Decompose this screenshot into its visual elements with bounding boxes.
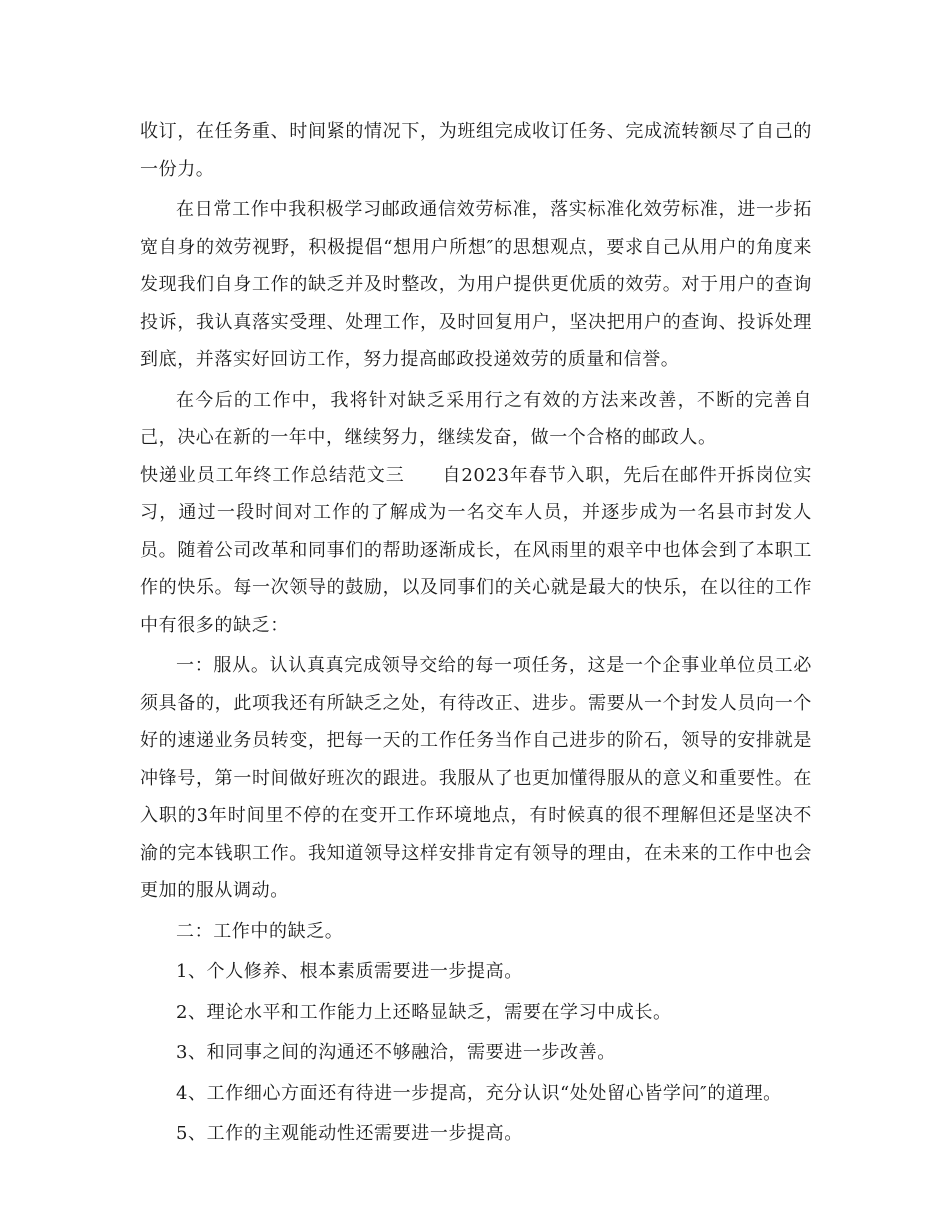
list-item: 4、工作细心方面还有待进一步提高，充分认识“处处留心皆学问″的道理。 [176,1082,782,1104]
paragraph-service-standards: 在日常工作中我积极学习邮政通信效劳标准，落实标准化效劳标准，进一步拓宽自身的效劳视野，积极提倡“想用户所想″的思想观点，要求自己从用户的角度来发现我们自身工作的缺乏并及时整改，为用户提供更优质的效劳。对于用户的查询投诉，我认真落实受理、处理工作，及时回复用户，坚决把用户的查询、投诉处理到底，并落实好回访工作，努力提高邮政投递效劳的质量和信誉。 [140,199,812,370]
list-item: 2、理论水平和工作能力上还略显缺乏，需要在学习中成长。 [176,1001,672,1023]
document-body [140,113,812,1153]
list-item: 5、工作的主观能动性还需要进一步提高。 [176,1123,523,1144]
list-heading: 二：工作中的缺乏。 [176,920,344,942]
paragraph-continuation: 收订，在任务重、时间紧的情况下，为班组完成收订任务、完成流转额尽了自己的一份力。 [140,121,812,180]
paragraph-section-three: 快递业员工年终工作总结范文三 自2023年春节入职，先后在邮件开拆岗位实习，通过一段时间对工作的了解成为一名交车人员，并逐步成为一名县市封发人员。随着公司改革和同事们的帮助逐渐成长，在风雨里的艰辛中也体会到了本职工作的快乐。每一次领导的鼓励，以及同事们的关心就是最大的快乐，在以往的工作中有很多的缺乏： [140,464,812,636]
list-item: 1、个人修养、根本素质需要进一步提高。 [176,961,523,982]
paragraph-future-work: 在今后的工作中，我将针对缺乏采用行之有效的方法来改善，不断的完善自己，决心在新的一年中，继续努力，继续发奋，做一个合格的邮政人。 [140,389,812,448]
list-item: 3、和同事之间的沟通还不够融洽，需要进一步改善。 [176,1042,616,1063]
paragraph-obedience: 一：服从。认认真真完成领导交给的每一项任务，这是一个企事业单位员工必须具备的，此项我还有所缺乏之处，有待改正、进步。需要从一个封发人员向一个好的速递业务员转变，把每一天的工作任务当作自己进步的阶石，领导的安排就是冲锋号，第一时间做好班次的跟进。我服从了也更加懂得服从的意义和重要性。在入职的3年时间里不停的在变开工作环境地点，有时候真的很不理解但还是坚决不渝的完本钱职工作。我知道领导这样安排肯定有领导的理由，在未来的工作中也会更加的服从调动。 [140,655,812,901]
